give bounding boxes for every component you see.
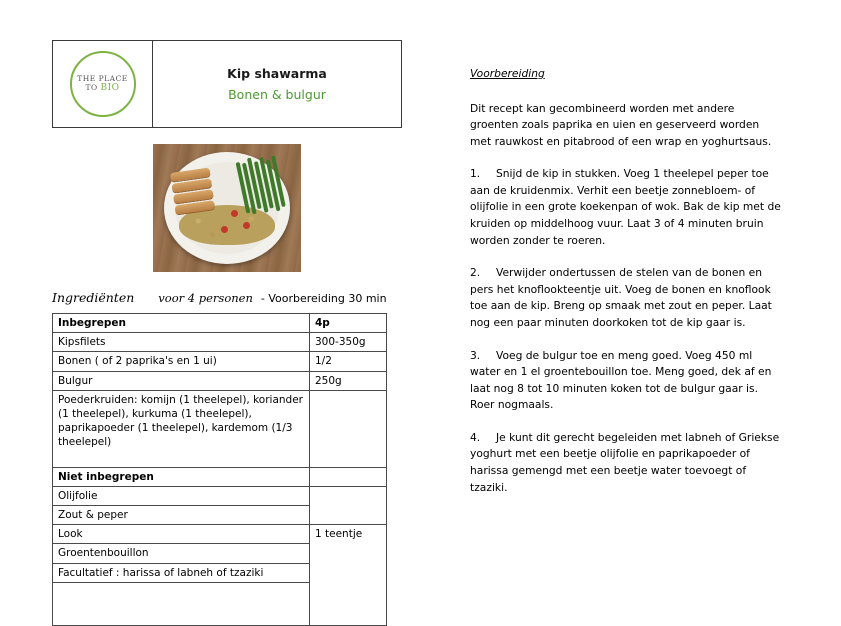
recipe-photo-wrapper <box>52 144 402 272</box>
ingredients-table <box>52 313 387 626</box>
ingredients-heading <box>52 290 402 305</box>
logo-cell <box>53 41 153 127</box>
ingredient-name: Look <box>53 525 310 544</box>
table-row-section-header <box>53 314 387 333</box>
table-row <box>53 333 387 352</box>
logo-line-1: THE PLACE <box>77 73 128 83</box>
table-row <box>53 390 387 467</box>
step-number: 4. <box>470 430 481 444</box>
step-number: 2. <box>470 266 481 280</box>
empty-cell <box>53 582 310 625</box>
right-column <box>470 66 782 512</box>
ingredient-qty: 250g <box>310 371 387 390</box>
step-text: Voeg de bulgur toe en meng goed. Voeg 450 ml water en 1 el groentebouillon toe. Meng goed, dek af en laat nog 8 tot 10 minuten koken tot de bulgur gaar is. Roer nogmaals. <box>470 348 772 412</box>
ingredients-servings: voor 4 personen <box>158 291 253 305</box>
ingredients-prep-time: - Voorbereiding 30 min <box>260 292 387 305</box>
photo-tomato <box>231 210 238 217</box>
recipe-header-box <box>52 40 402 128</box>
ingredient-name: Facultatief : harissa of labneh of tzaziki <box>53 563 310 582</box>
ingredient-name: Olijfolie <box>53 486 310 505</box>
logo-bio-text: BIO <box>100 83 120 94</box>
page-title: Kip shawarma <box>227 66 327 81</box>
ingredient-qty <box>310 486 387 524</box>
ingredient-name: Kipsfilets <box>53 333 310 352</box>
step-number: 1. <box>470 167 481 181</box>
table-row <box>53 486 387 505</box>
ingredient-name: Zout & peper <box>53 506 310 525</box>
ingredient-qty: 300-350g <box>310 333 387 352</box>
ingredient-qty: 1 teentje <box>310 525 387 626</box>
title-cell <box>153 41 401 127</box>
section-not-included-qty <box>310 467 387 486</box>
photo-chicken-slices <box>170 167 216 220</box>
photo-tomato <box>243 222 250 229</box>
preparation-intro: Dit recept kan gecombineerd worden met andere groenten zoals paprika en uien en geserveerd worden met rauwkost en pitabrood of een wrap en yoghurtsaus. <box>470 101 772 148</box>
table-row-section-header <box>53 467 387 486</box>
logo-to-text: TO <box>85 83 101 93</box>
ingredient-qty: 1/2 <box>310 352 387 371</box>
ingredients-label: Ingrediënten <box>52 290 135 305</box>
ingredient-name: Groentenbouillon <box>53 544 310 563</box>
ingredient-name: Bonen ( of 2 paprika's en 1 ui) <box>53 352 310 371</box>
table-row <box>53 525 387 544</box>
ingredient-qty <box>310 390 387 467</box>
photo-tomato <box>221 226 228 233</box>
step-text: Je kunt dit gerecht begeleiden met labneh of Griekse yoghurt met een beetje olijfolie en paprikapoeder of harissa gemengd met een beetje water toevoegt of tzaziki. <box>470 430 780 494</box>
logo-line-2 <box>85 83 119 93</box>
step-number: 3. <box>470 348 481 362</box>
preparation-step <box>470 430 782 496</box>
step-text: Snijd de kip in stukken. Voeg 1 theelepel peper toe aan de kruidenmix. Verhit een beetje zonnebloem- of olijfolie in een grote koekenpan of wok. Bak de kip met de kruiden op middelhoog vuur. Laat 3 of 4 minuten bruin worden zonder te roeren. <box>470 167 781 247</box>
preparation-step <box>470 348 782 414</box>
left-column <box>52 40 402 626</box>
table-row <box>53 371 387 390</box>
preparation-step <box>470 265 782 331</box>
step-text: Verwijder ondertussen de stelen van de bonen en pers het knoflookteentje uit. Voeg de bonen en knoflook toe aan de kip. Breng op smaak met zout en peper. Laat nog een paar minuten doorkoken tot de kip gaar is. <box>470 266 772 329</box>
table-row <box>53 352 387 371</box>
section-not-included-label: Niet inbegrepen <box>53 467 310 486</box>
recipe-photo <box>153 144 301 272</box>
preparation-step <box>470 166 782 249</box>
section-included-qty: 4p <box>310 314 387 333</box>
preparation-heading: Voorbereiding <box>470 67 545 80</box>
ingredient-name: Poederkruiden: komijn (1 theelepel), koriander (1 theelepel), kurkuma (1 theelepel), paprikapoeder (1 theelepel), kardemom (1/3 theelepel) <box>53 390 310 467</box>
ingredient-name: Bulgur <box>53 371 310 390</box>
brand-logo-icon <box>70 51 136 117</box>
section-included-label: Inbegrepen <box>53 314 310 333</box>
page-subtitle: Bonen & bulgur <box>228 87 326 102</box>
